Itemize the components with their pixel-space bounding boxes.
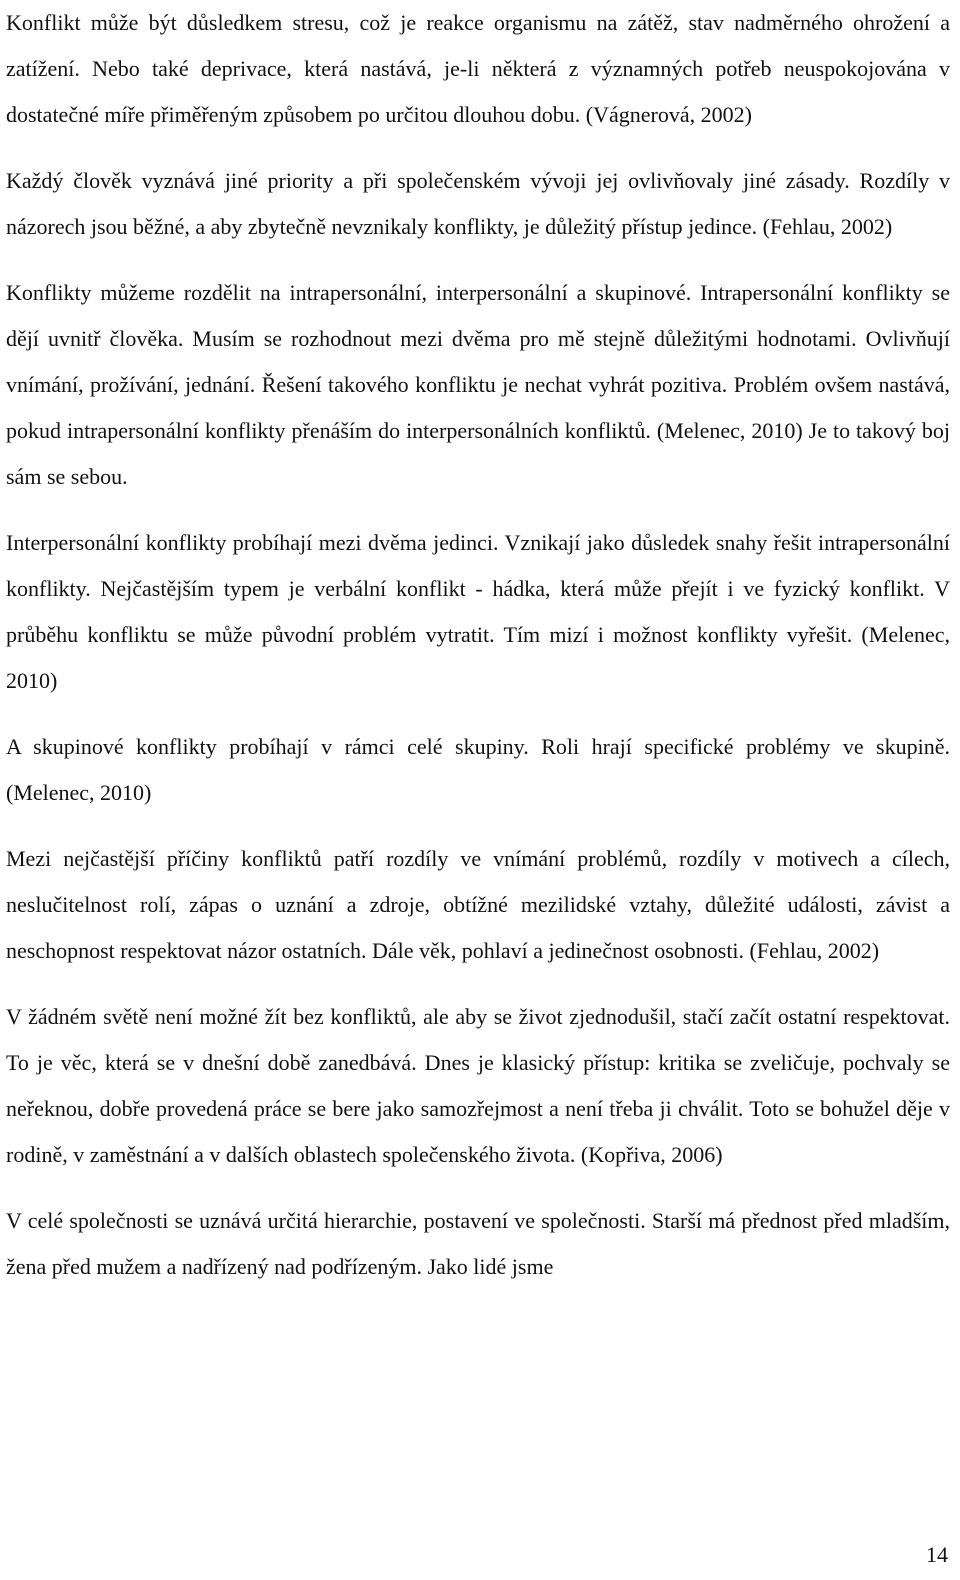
paragraph-stress: Konflikt může být důsledkem stresu, což je reakce organismu na zátěž, stav nadměrného ohrožení a zatížení. Nebo také deprivace, která nastává, je-li některá z významných potřeb neuspokojována v dostatečné míře přiměřeným způsobem po určitou dlouhou dobu. (Vágnerová, 2002) bbox=[6, 10, 950, 127]
paragraph-conflict-types: Konflikty můžeme rozdělit na intrapersonální, interpersonální a skupinové. Intrapersonální konflikty se dějí uvnitř člověka. Musím se rozhodnout mezi dvěma pro mě stejně důležitými hodnotami. Ovlivňují vnímání, prožívání, jednání. Řešení takového konfliktu je nechat vyhrát pozitiva. Problém ovšem nastává, pokud intrapersonální konflikty přenáším do interpersonálních konfliktů. (Melenec, 2010) Je to takový boj sám se sebou. bbox=[6, 280, 950, 489]
page-number: 14 bbox=[926, 1542, 948, 1567]
paragraph-causes: Mezi nejčastější příčiny konfliktů patří rozdíly ve vnímání problémů, rozdíly v motivech a cílech, neslučitelnost rolí, zápas o uznání a zdroje, obtížné mezilidské vztahy, důležité události, závist a neschopnost respektovat názor ostatních. Dále věk, pohlaví a jedinečnost osobnosti. (Fehlau, 2002) bbox=[6, 846, 950, 963]
document-page bbox=[6, 0, 950, 1290]
paragraph-respect: V žádném světě není možné žít bez konfliktů, ale aby se život zjednodušil, stačí začít ostatní respektovat. To je věc, která se v dnešní době zanedbává. Dnes je klasický přístup: kritika se zveličuje, pochvaly se neřeknou, dobře provedená práce se bere jako samozřejmost a není třeba ji chválit. Toto se bohužel děje v rodině, v zaměstnání a v dalších oblastech společenského života. (Kopřiva, 2006) bbox=[6, 1004, 950, 1167]
paragraph-hierarchy: V celé společnosti se uznává určitá hierarchie, postavení ve společnosti. Starší má přednost před mladším, žena před mužem a nadřízený nad podřízeným. Jako lidé jsme bbox=[6, 1208, 950, 1279]
paragraph-priorities: Každý člověk vyznává jiné priority a při společenském vývoji jej ovlivňovaly jiné zásady. Rozdíly v názorech jsou běžné, a aby zbytečně nevznikaly konflikty, je důležitý přístup jedince. (Fehlau, 2002) bbox=[6, 168, 950, 239]
paragraph-group: A skupinové konflikty probíhají v rámci celé skupiny. Roli hrají specifické problémy ve skupině. (Melenec, 2010) bbox=[6, 734, 950, 805]
paragraph-interpersonal: Interpersonální konflikty probíhají mezi dvěma jedinci. Vznikají jako důsledek snahy řešit intrapersonální konflikty. Nejčastějším typem je verbální konflikt - hádka, která může přejít i ve fyzický konflikt. V průběhu konfliktu se může původní problém vytratit. Tím mizí i možnost konflikty vyřešit. (Melenec, 2010) bbox=[6, 530, 950, 693]
